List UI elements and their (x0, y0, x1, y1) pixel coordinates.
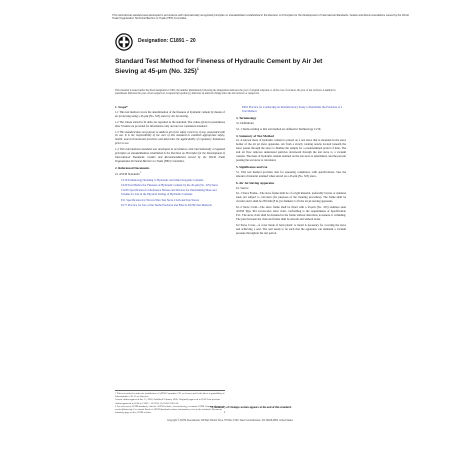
ref-link-e11[interactable]: E11 Specification for Woven Wire Test Sieve Cloth and Test Sieves (121, 197, 200, 202)
footnotes (115, 390, 225, 414)
astm-logo-icon (115, 33, 133, 51)
summary-heading: 4. Summary of Test Method (236, 133, 274, 138)
referenced-documents-heading: 2. Referenced Documents (115, 165, 150, 170)
ref-link-e691[interactable]: E691 Practice for Conducting an Interlaboratory Study to Determine the Precision of a Test Method (242, 105, 343, 113)
terminology-heading: 3. Terminology (236, 115, 257, 120)
page-number: 1 (224, 411, 226, 414)
summary-of-changes-note: *A Summary of Changes section appears at the end of this standard. (210, 406, 292, 409)
title-footnote-ref: 1 (196, 66, 199, 71)
scope-paragraph-2: 1.2 The values stated in SI units are regarded as the standard. The values given in parentheses after SI units are provided for information only and are not considered standard. (115, 119, 225, 128)
apparatus-paragraph-4: 6.2 Sieve Cover—A cover made of hard plastic or metal is necessary for covering the sieve and achieving a seal. The seal needs to be such that the apparatus can maintain a vacuum pressure throughout the test period. (236, 222, 346, 235)
apparatus-paragraph-1: 6.1 Sieves: (236, 185, 249, 190)
copyright-line: Copyright © ASTM International, 100 Barr Harbor Drive, PO Box C700, West Conshohocken, PA 19428-2959. United States (167, 420, 293, 422)
issued-note: This standard is issued under the fixed designation C1891; the number immediately following the designation indicates the year of original adoption or, in the case of revision, the year of last revision. A number in parentheses indicates the year of last reapproval. A superscript epsilon (ε) indicates an editorial change since the last revision or reapproval. (115, 89, 336, 96)
title-text: Standard Test Method for Fineness of Hydraulic Cement by Air Jet Sieving at 45-µm (No. 325) (115, 58, 323, 75)
footnote-1b: Current edition approved Jan. 15, 2020. Published February 2020. Originally approved in 2018. Last previous edition approved in 2018 as C1891 – 18. DOI: 10.1520/C1891-20. (115, 398, 221, 405)
terminology-paragraph-1: 3.1 Definitions: (236, 120, 255, 125)
right-column (236, 103, 346, 237)
summary-paragraph-1: 4.1 A known mass of hydraulic cement is placed on a test sieve that is mounted in the sieve holder of the air jet sieve apparatus. Air from a slowly rotating nozzle located beneath the sieve passes through the sieve to fluidize the sample for a predetermined period of time. The exit air flow removes undersized particles downward through the test sieve to a vacuum canister. The mass of hydraulic cement retained on the test sieve is determined, and the percent passing the test sieve is calculated. (236, 138, 346, 162)
ref-intro-text: 2.1 ASTM Standards: (115, 171, 141, 176)
significance-heading: 5. Significance and Use (236, 164, 268, 169)
apparatus-paragraph-3: 6.1.2 Sieve Cloth—The sieve frame shall be fitted with a 45-µm (No. 325) stainless steel ASTM Type 304 woven-wire sieve cloth, conforming to the requirements of Specification E11. The sieve cloth shall be mounted in the frame without distortion, looseness or wrinkling. The joint between the cloth and frame shall be smooth and without holes. (236, 205, 346, 221)
wto-notice: This international standard was developed in accordance with internationally recognized principles on standardization established in the Decision on Principles for the Development of International Standards, Guides and Recommendations issued by the World Trade Organization Technical Barriers to Trade (TBT) Committee. (112, 14, 409, 21)
footnote-2: 2 For referenced ASTM standards, visit the ASTM website, www.astm.org, or contact ASTM Customer Service at service@astm.org. For Annual Book of ASTM Standards volume information, refer to the standard's Document Summary page on the ASTM website. (115, 404, 225, 415)
ref-intro-footnote-ref: 2 (140, 171, 142, 174)
document-title (115, 58, 345, 75)
significance-paragraph-1: 5.1 This test method provides data for assessing compliance with specifications. Sets the amount of material retained when sieved on a 45-µm (No. 325) sieve. (236, 169, 346, 178)
referenced-documents-intro (115, 172, 225, 177)
scope-paragraph-3: 1.3 This standard does not purport to address all of the safety concerns, if any, associated with its use. It is the responsibility of the user of this standard to establish appropriate safety, health, and environmental practices and determine the applicability of regulatory limitations prior to use. (115, 129, 225, 146)
ref-link-c219[interactable]: C219 Terminology Relating to Hydraulic and Other Inorganic Cements (121, 177, 204, 182)
terminology-paragraph-2: 3.1.1 Terms relating to this test method are defined in Terminology C219. (236, 126, 322, 131)
ref-link-c430[interactable]: C430 Test Method for Fineness of Hydraulic Cement by the 45-µm (No. 325) Sieve (121, 182, 218, 187)
ref-link-e177[interactable]: E177 Practice for Use of the Terms Precision and Bias in ASTM Test Methods (121, 203, 212, 208)
footnote-1: 1 This test method is under the jurisdiction of ASTM Committee C01 on Cement and is the direct responsibility of Subcommittee C01.25 on Fineness. (115, 392, 225, 399)
left-column (115, 103, 225, 210)
ref-link-c1005[interactable]: C1005 Specification for Reference Masses and Devices for Determining Mass and Volume for Use in the Physical Testing of Hydraulic Cements (121, 188, 217, 197)
designation: Designation: C1891 − 20 (138, 38, 196, 44)
scope-heading: 1. Scope* (115, 105, 128, 109)
scope-paragraph-4: 1.4 This international standard was developed in accordance with internationally recognized principles on standardization established in the Decision on Principles for the Development of International Standards, Guides and Recommendations issued by the World Trade Organization Technical Barriers to Trade (TBT) Committee. (115, 147, 225, 163)
apparatus-heading: 6. Air Jet Sieving Apparatus (236, 180, 275, 185)
apparatus-paragraph-2: 6.1.1 Sieve Frame—The sieve frame shall be of a rigid material, preferably bronze or stainless steel, not subject to corrosion (for purposes of the cleaning procedure). The frame shall be circular and it shall be 203 mm (8 in.) in diameter to fit the air jet sieving apparatus. (236, 191, 346, 204)
scope-paragraph-1: 1.1 This test method covers the determination of the fineness of hydraulic cement by means of air jet sieving using a 45-µm (No. 325) sieve by Air Jet sieving. (115, 109, 225, 118)
